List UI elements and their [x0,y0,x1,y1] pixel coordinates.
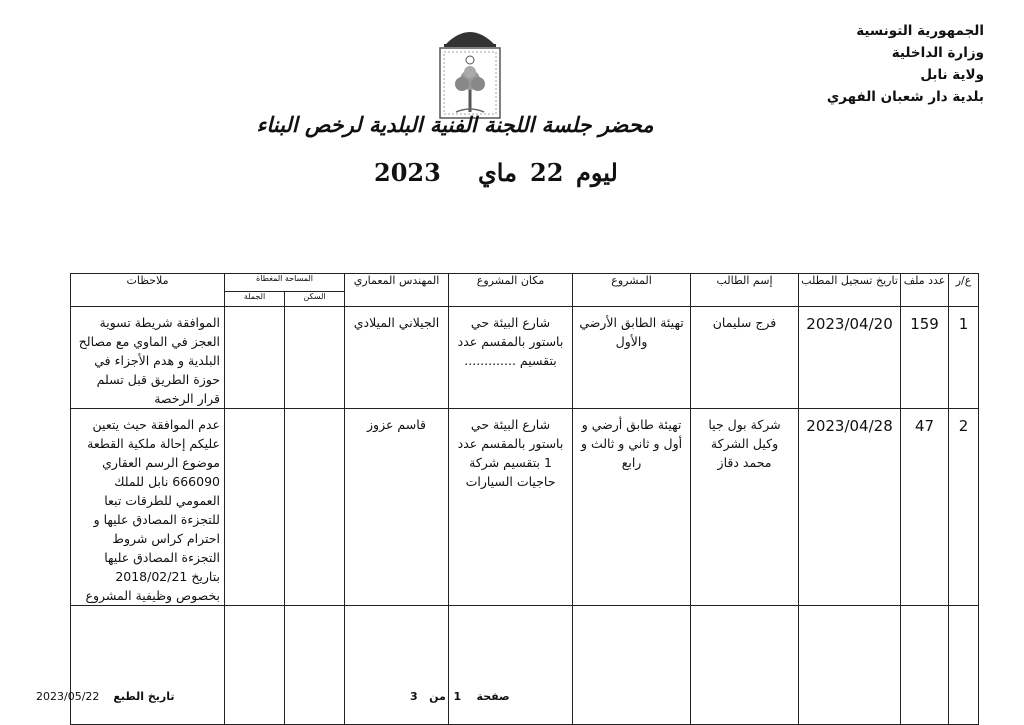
header-project: المشروع [573,274,691,307]
table-row [71,409,979,606]
page-of: من [429,690,446,703]
table-row-empty [71,606,979,725]
applicant-name: شركة بول جيا وكيل الشركة محمد دقاز [708,417,781,470]
date-day: 22 [530,158,564,187]
registration-date: 2023/04/28 [806,417,893,435]
file-number: 47 [914,417,935,435]
page-current: 1 [453,690,462,703]
registration-date: 2023/04/20 [806,315,893,333]
file-number: 159 [910,315,939,333]
header-row-no: ع/ر [949,274,979,307]
area-total [225,307,284,313]
print-date [36,690,175,703]
date-prefix: ليوم [576,158,618,187]
project-description: تهيئة الطابق الأرضي والأول [579,315,684,349]
header-area-total: الجملة [225,291,285,306]
applicant-name: فرج سليمان [712,315,777,330]
municipality-emblem-icon [432,22,508,126]
row-number: 1 [958,315,969,333]
table-row [71,307,979,409]
municipality-name: بلدية دار شعبان الفهري [826,89,984,105]
page-total: 3 [410,690,418,703]
project-location: شارع البيئة حي باستور بالمقسم عدد بتقسيم ............. [457,315,564,368]
ministry-name: وزارة الداخلية [891,45,984,61]
governorate-name: ولاية نابل [920,67,984,83]
page-label: صفحة [476,690,510,703]
page-indicator [410,690,510,703]
header-reg-date: تاريخ تسجيل المطلب [799,274,901,307]
header-covered-area: المساحة المغطاة [225,274,345,292]
header-architect: المهندس المعماري [345,274,449,307]
notes: عدم الموافقة حيث يتعين عليكم إحالة ملكية القطعة موضوع الرسم العقاري 666090 نابل للملك العمومي للطرقات تبعا للتجزءة المصادق عليها و احترام كراس شروط التجزءة المصادق عليها بتاريخ 2018/02/21 بخصوص وظيفية المشروع [85,417,220,603]
letterhead [784,20,984,108]
permits-table [70,273,979,725]
project-location: شارع البيئة حي باستور بالمقسم عدد 1 بتقسيم شركة حاجيات السيارات [457,417,564,489]
print-date-value: 2023/05/22 [36,690,100,703]
header-area-housing: السكن [285,291,345,306]
print-date-label: تاريخ الطبع [113,690,175,703]
meeting-date [360,158,640,192]
header-file-no: عدد ملف [901,274,949,307]
republic-name: الجمهورية التونسية [856,23,984,39]
architect-name: قاسم عزوز [367,417,426,432]
architect-name: الجيلاني الميلادي [353,315,440,330]
date-month: ماي [478,158,517,187]
area-total [225,409,284,415]
area-housing [285,409,344,415]
row-number: 2 [958,417,969,435]
area-housing [285,307,344,313]
document-title: محضر جلسة اللجنة الفنية البلدية لرخص البناء [256,112,654,137]
notes: الموافقة شريطة تسوية العجز في الماوي مع مصالح البلدية و هدم الأجزاء في حوزة الطريق قبل تسلم قرار الرخصة [78,315,220,406]
header-applicant: إسم الطالب [691,274,799,307]
header-notes: ملاحظات [71,274,225,307]
header-location: مكان المشروع [449,274,573,307]
project-description: تهيئة طابق أرضي و أول و ثاني و ثالث و رابع [580,417,683,470]
date-year: 2023 [374,158,441,187]
